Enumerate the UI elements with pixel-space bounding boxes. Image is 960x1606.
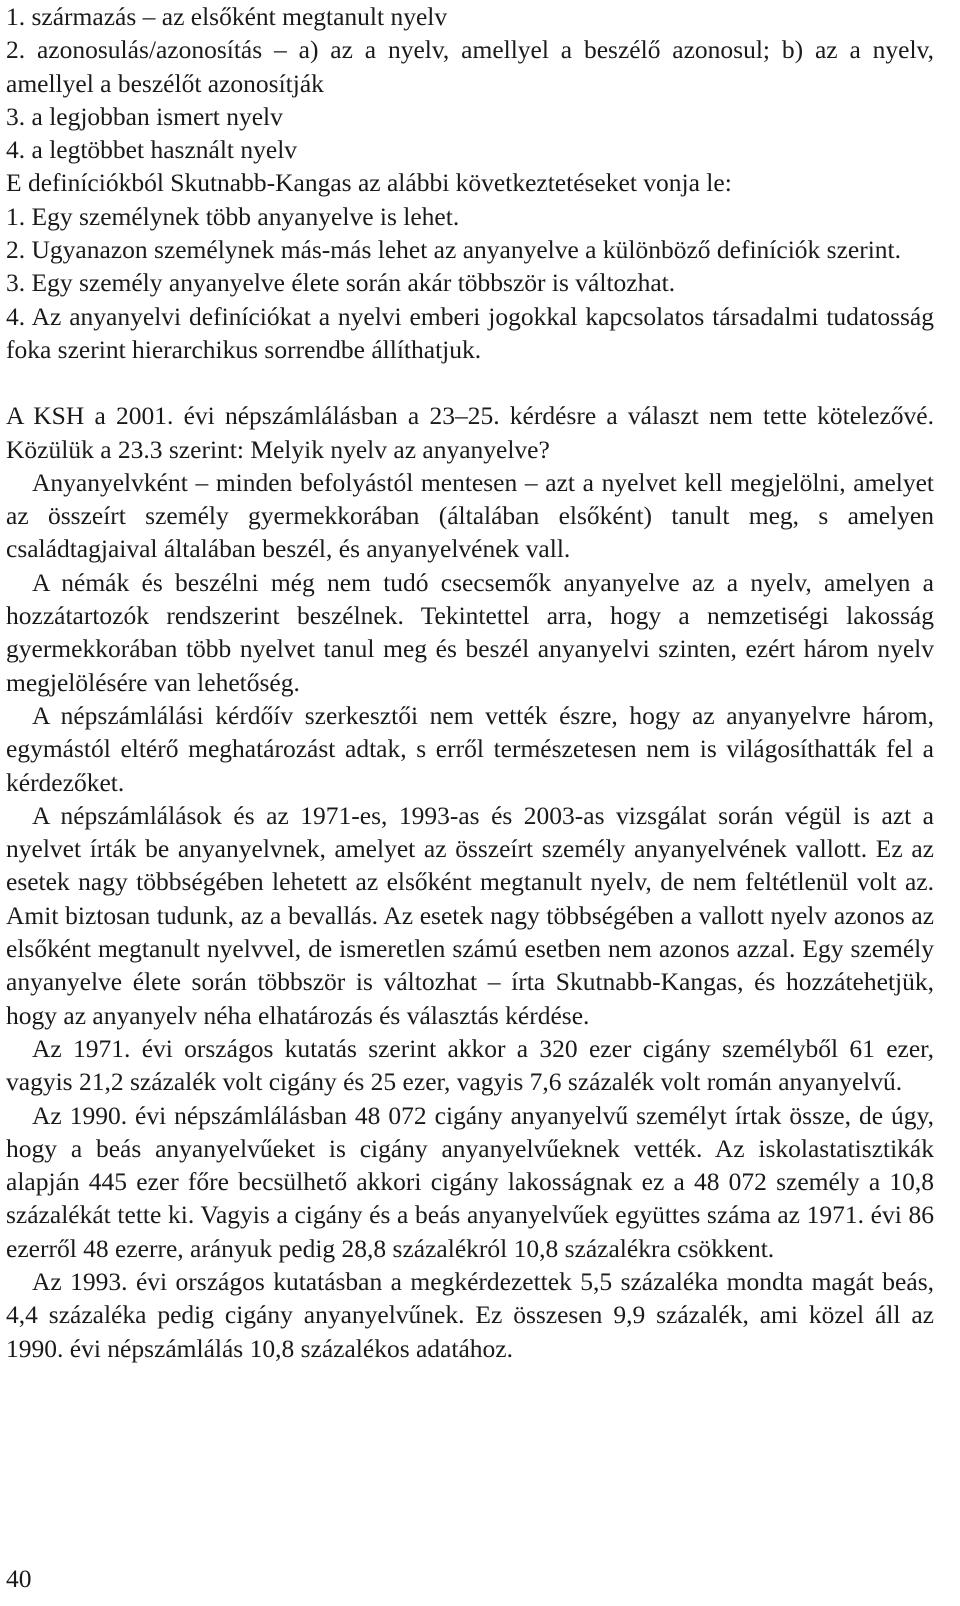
- conclusion-item-1: 1. Egy személynek több anyanyelve is lehet.: [6, 201, 460, 231]
- conclusions-list: [6, 200, 934, 366]
- document-page: [6, 0, 934, 1365]
- paragraph: A népszámlálások és az 1971-es, 1993-as és 2003-as vizsgálat során végül is azt a nyelvet írták be anyanyelvnek, amelyet az összeírt személy anyanyelvének vallott. Ez az esetek nagy többségében lehetett az elsőként megtanult nyelv, de nem feltétlenül volt az. Amit biztosan tudunk, az a bevallás. Az esetek nagy többségében a vallott nyelv azonos az elsőként megtanult nyelvvel, de ismeretlen számú esetben nem azonos azzal. Egy személy anyanyelve élete során többször is változhat – írta Skutnabb-Kangas, és hozzátehetjük, hogy az anyanyelv néha elhatározás és választás kérdése.: [6, 800, 934, 1030]
- conclusion-item-3: 3. Egy személy anyanyelve élete során akár többször is változhat.: [6, 268, 676, 298]
- definition-item-1: 1. származás – az elsőként megtanult nyelv: [6, 2, 448, 31]
- page-number: 40: [6, 1564, 32, 1593]
- definition-list: [6, 0, 934, 166]
- paragraph: Az 1993. évi országos kutatásban a megkérdezettek 5,5 százaléka mondta magát beás, 4,4 százaléka pedig cigány anyanyelvűnek. Ez összesen 9,9 százalék, ami közel áll az 1990. évi népszámlálás 10,8 százalékos adatához.: [6, 1266, 934, 1363]
- definition-item-2: 2. azonosulás/azonosítás – a) az a nyelv, amellyel a beszélő azonosul; b) az a nyelv, amellyel a beszélőt azonosítják: [6, 35, 934, 98]
- paragraph: A némák és beszélni még nem tudó csecsemők anyanyelve az a nyelv, amelyen a hozzátartozók rendszerint beszélnek. Tekintettel arra, hogy a nemzetiségi lakosság gyermekkorában több nyelvet tanul meg és beszél anyanyelvi szinten, ezért három nyelv megjelölésére van lehetőség.: [6, 567, 934, 697]
- definition-item-4: 4. a legtöbbet használt nyelv: [6, 135, 298, 165]
- paragraph: Anyanyelvként – minden befolyástól mentesen – azt a nyelvet kell megjelölni, amelyet az összeírt személy gyermekkorában (általában elsőként) tanult meg, s amelyen családtagjaival általában beszél, és anyanyelvének vall.: [6, 467, 934, 564]
- paragraph: A népszámlálási kérdőív szerkesztői nem vették észre, hogy az anyanyelvre három, egymástól eltérő meghatározást adtak, s erről természetesen nem is világosíthatták fel a kérdezőket.: [6, 700, 934, 797]
- conclusions-intro: E definíciókból Skutnabb-Kangas az alábbi következtetéseket vonja le:: [6, 168, 732, 198]
- paragraph: Az 1990. évi népszámlálásban 48 072 cigány anyanyelvű személyt írtak össze, de úgy, hogy a beás anyanyelvűeket is cigány anyanyelvűeknek vették. Az iskolastatisztikák alapján 445 ezer főre becsülhető akkori cigány lakosságnak ez a 48 072 személy a 10,8 százalékát tette ki. Vagyis a cigány és a beás anyanyelvűek együttes száma az 1971. évi 86 ezerről 48 ezerre, arányuk pedig 28,8 százalékról 10,8 százalékra csökkent.: [6, 1100, 934, 1263]
- paragraph: Az 1971. évi országos kutatás szerint akkor a 320 ezer cigány személyből 61 ezer, vagyis 21,2 százalék volt cigány és 25 ezer, vagyis 7,6 százalék volt román anyanyelvű.: [6, 1033, 934, 1097]
- conclusion-item-2: 2. Ugyanazon személynek más-más lehet az anyanyelve a különböző definíciók szerint.: [6, 235, 902, 265]
- ksh-intro: A KSH a 2001. évi népszámlálásban a 23–25. kérdésre a választ nem tette kötelezővé. Közülük a 23.3 szerint: Melyik nyelv az anyanyelve?: [6, 401, 934, 464]
- definition-item-3: 3. a legjobban ismert nyelv: [6, 101, 283, 131]
- conclusion-item-4: 4. Az anyanyelvi definíciókat a nyelvi emberi jogokkal kapcsolatos társadalmi tudatosság foka szerint hierarchikus sorrendbe állíthatjuk.: [6, 301, 934, 364]
